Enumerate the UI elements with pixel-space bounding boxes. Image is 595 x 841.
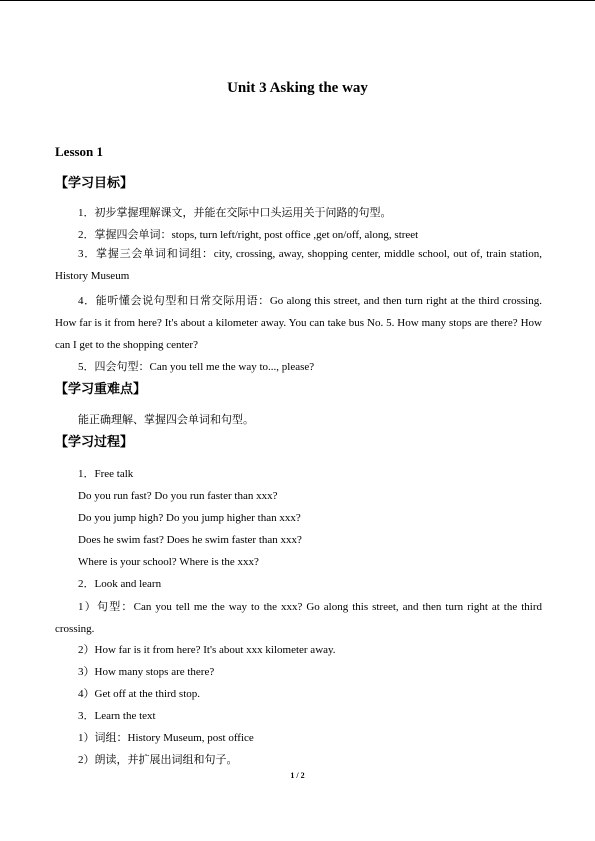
process-item-2: Do you run fast? Do you run faster than xxx?	[78, 490, 278, 502]
lesson-heading: Lesson 1	[55, 144, 104, 159]
process-item-11: 3．Learn the text	[78, 710, 156, 722]
process-item-12: 1）词组：History Museum, post office	[78, 732, 254, 744]
goal-item-1: 1．初步掌握理解课文，并能在交际中口头运用关于问路的句型。	[78, 207, 392, 219]
process-item-8: 2）How far is it from here? It's about xxx kilometer away.	[78, 644, 336, 656]
process-item-3: Do you jump high? Do you jump higher than xxx?	[78, 512, 301, 524]
key-points-text: 能正确理解、掌握四会单词和句型。	[78, 414, 254, 426]
process-item-13: 2）朗读，并扩展出词组和句子。	[78, 754, 238, 766]
process-item-5: Where is your school? Where is the xxx?	[78, 556, 259, 568]
section-heading-process: 【学习过程】	[55, 435, 134, 450]
section-heading-goals: 【学习目标】	[55, 176, 134, 191]
page-title: Unit 3 Asking the way	[227, 80, 368, 96]
goal-item-3: 3．掌握三会单词和词组：city, crossing, away, shopping center, middle school, out of, train station, History Museum	[55, 248, 542, 282]
goal-item-2: 2．掌握四会单词：stops, turn left/right, post office ,get on/off, along, street	[78, 229, 419, 241]
process-item-6: 2．Look and learn	[78, 578, 162, 590]
process-item-4: Does he swim fast? Does he swim faster than xxx?	[78, 534, 302, 546]
process-item-9: 3）How many stops are there?	[78, 666, 215, 678]
goal-item-5: 5．四会句型：Can you tell me the way to..., please?	[78, 361, 315, 373]
process-item-10: 4）Get off at the third stop.	[78, 688, 200, 700]
section-heading-key-points: 【学习重难点】	[55, 382, 147, 397]
process-item-1: 1．Free talk	[78, 468, 134, 480]
top-rule	[0, 0, 595, 1]
page-number: 1 / 2	[290, 771, 305, 780]
goal-item-4: 4．能听懂会说句型和日常交际用语：Go along this street, and then turn right at the third crossing. How far is it from here? It's about a kilometer away. You can take bus No. 5. How many stops are there? How can I get to the shopping center?	[55, 295, 542, 351]
process-item-7: 1）句型：Can you tell me the way to the xxx? Go along this street, and then turn right at the third crossing.	[55, 601, 542, 635]
